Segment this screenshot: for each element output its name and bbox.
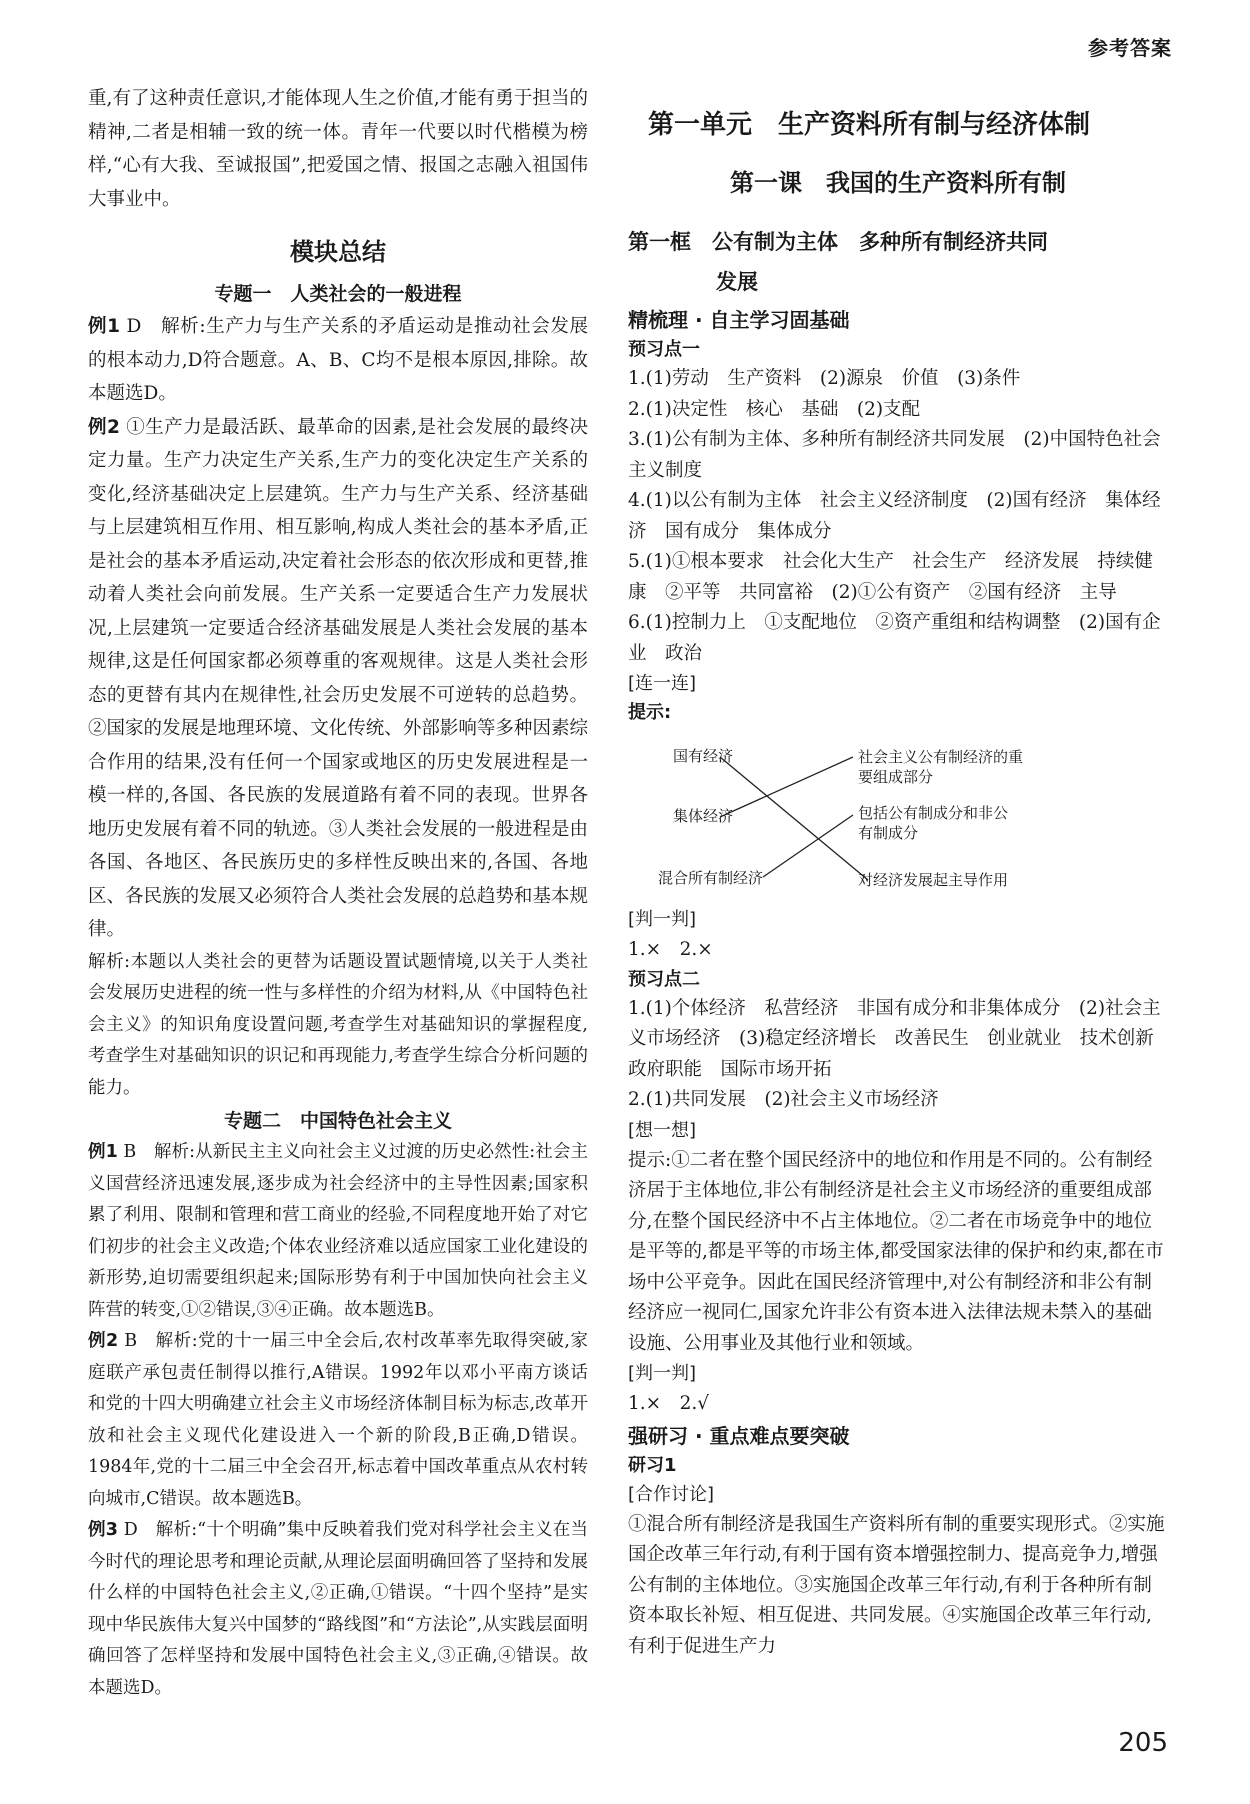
section-study-head: 强研习 · 重点难点要突破 [628, 1423, 850, 1448]
example-text: B 解析:党的十一届三中全会后,农村改革率先取得突破,家庭联产承包责任制得以推行,A错误。1992年以邓小平南方谈话和党的十四大明确建立社会主义市场经济体制目标为标志,改革开放和社会主义现代化建设进入一个新的阶段,B正确,D错误。1984年,党的十二届三中全会召开,标志着中国改革重点从农村转向城市,C错误。故本题选B。 [88, 1331, 588, 1509]
header-tag: 参考答案 [1088, 36, 1172, 60]
lesson-title: 第一课 我国的生产资料所有制 [730, 169, 1066, 197]
example-label: 例1 [88, 316, 120, 337]
p1-line: 4.(1)以公有制为主体 社会主义经济制度 (2)国有经济 集体经济 国有成分 集体成分 [628, 490, 1161, 542]
matching-diagram [628, 735, 1168, 897]
judge-answer-2: 1.× 2.√ [628, 1393, 710, 1414]
p1-line: 3.(1)公有制为主体、多种所有制经济共同发展 (2)中国特色社会主义制度 [628, 429, 1161, 481]
judge-answer-1: 1.× 2.× [628, 939, 713, 960]
match-line [720, 757, 853, 817]
match-line [763, 815, 853, 877]
p2-line: 2.(1)共同发展 (2)社会主义市场经济 [628, 1089, 939, 1110]
t1-example2 [88, 411, 588, 947]
example-text: D 解析:生产力与生产关系的矛盾运动是推动社会发展的根本动力,D符合题意。A、B、C均不是根本原因,排除。故本题选D。 [88, 316, 588, 404]
think-heading: [想一想] [628, 1119, 697, 1141]
p1-line: 1.(1)劳动 生产资料 (2)源泉 价值 (3)条件 [628, 368, 1021, 389]
diagram-right-item: 对经济发展起主导作用 [858, 871, 1009, 889]
topic1-title: 专题一 人类社会的一般进程 [214, 283, 462, 305]
diagram-right-item: 社会主义公有制经济的重要组成部分 [858, 748, 1024, 786]
example-text: B 解析:从新民主主义向社会主义过渡的历史必然性:社会主义国营经济迅速发展,逐步成为社会经济中的主导性因素;国家积累了利用、限制和管理和营工商业的经验,不同程度地开始了对它们初步的社会主义改造;个体农业经济难以适应国家工业化建设的新形势,迫切需要组织起来;国际形势有利于中国加快向社会主义阵营的转变,①②错误,③④正确。故本题选B。 [88, 1142, 588, 1320]
left-column [88, 82, 588, 1704]
intro-paragraph: 重,有了这种责任意识,才能体现人生之价值,才能有勇于担当的精神,二者是相辅一致的统一体。青年一代要以时代楷模为榜样,“心有大我、至诚报国”,把爱国之情、报国之志融入祖国伟大事业中。 [88, 88, 588, 210]
connect-heading: [连一连] [628, 673, 697, 694]
study-label: 研习1 [628, 1454, 677, 1476]
diagram-left-item: 集体经济 [673, 807, 734, 825]
section-review-head: 精梳理 · 自主学习固基础 [628, 308, 850, 332]
example-text: D 解析:“十个明确”集中反映着我们党对科学社会主义在当今时代的理论思考和理论贡献,从理论层面明确回答了坚持和发展什么样的中国特色社会主义,②正确,①错误。“十四个坚持”是实现中华民族伟大复兴中国梦的“路线图”和“方法论”,从实践层面明确回答了怎样坚持和发展中国特色社会主义,③正确,④错误。故本题选D。 [88, 1520, 588, 1698]
discussion-heading: [合作讨论] [628, 1483, 715, 1505]
p1-line: 5.(1)①根本要求 社会化大生产 社会生产 经济发展 持续健康 ②平等 共同富裕 (2)①公有资产 ②国有经济 主导 [628, 551, 1153, 603]
p1-line: 6.(1)控制力上 ①支配地位 ②资产重组和结构调整 (2)国有企业 政治 [628, 612, 1161, 664]
discussion-text: ①混合所有制经济是我国生产资料所有制的重要实现形式。②实施国企改革三年行动,有利于国有资本增强控制力、提高竞争力,增强公有制的主体地位。③实施国企改革三年行动,有利于各种所有制资本取长补短、相互促进、共同发展。④实施国企改革三年行动,有利于促进生产力 [628, 1513, 1165, 1657]
t2-example2 [88, 1326, 588, 1515]
p1-line: 2.(1)决定性 核心 基础 (2)支配 [628, 398, 921, 420]
t1-example2-analysis: 解析:本题以人类社会的更替为话题设置试题情境,以关于人类社会发展历史进程的统一性与多样性的介绍为材料,从《中国特色社会主义》的知识角度设置问题,考查学生对基础知识的掌握程度,考查学生对基础知识的识记和再现能力,考查学生综合分析问题的能力。 [88, 951, 588, 1098]
right-column [628, 82, 1173, 1662]
example-label: 例1 [88, 1142, 118, 1162]
t2-example3 [88, 1515, 588, 1704]
example-label: 例2 [88, 416, 120, 438]
diagram-right-item: 包括公有制成分和非公有制成分 [858, 804, 1009, 842]
hint-label: 提示: [628, 702, 672, 723]
preview-point-1: 预习点一 [628, 339, 700, 360]
diagram-left-item: 国有经济 [673, 747, 734, 765]
judge-heading-2: [判一判] [628, 1363, 697, 1384]
t1-example1 [88, 310, 588, 411]
module-title: 模块总结 [290, 238, 386, 266]
t2-example1 [88, 1137, 588, 1326]
think-answer: 提示:①二者在整个国民经济中的地位和作用是不同的。公有制经济居于主体地位,非公有制经济是社会主义市场经济的重要组成部分,在整个国民经济中不占主体地位。②二者在市场竞争中的地位是平等的,都是平等的市场主体,都受国家法律的保护和约束,都在市场中公平竞争。因此在国民经济管理中,对公有制经济和非公有制经济应一视同仁,国家允许非公有资本进入法律法规未禁入的基础设施、公用事业及其他行业和领域。 [628, 1149, 1164, 1354]
preview-point-2: 预习点二 [628, 968, 700, 990]
page-number: 205 [1118, 1728, 1168, 1758]
topic2-title: 专题二 中国特色社会主义 [223, 1110, 452, 1132]
unit-title: 第一单元 生产资料所有制与经济体制 [648, 110, 1091, 140]
diagram-left-item: 混合所有制经济 [658, 869, 764, 887]
example-label: 例3 [88, 1520, 118, 1540]
p2-line: 1.(1)个体经济 私营经济 非国有成分和非集体成分 (2)社会主义市场经济 (3)稳定经济增长 改善民生 创业就业 技术创新 政府职能 国际市场开拓 [628, 997, 1173, 1080]
frame-title: 第一框 公有制为主体 多种所有制经济共同 [628, 230, 1048, 254]
match-line [720, 757, 868, 880]
frame-title-cont: 发展 [716, 270, 758, 294]
example-label: 例2 [88, 1331, 119, 1351]
example-text: ①生产力是最活跃、最革命的因素,是社会发展的最终决定力量。生产力决定生产关系,生产力的变化决定生产关系的变化,经济基础决定上层建筑。生产力与生产关系、经济基础与上层建筑相互作用、相互影响,构成人类社会的基本矛盾,正是社会的基本矛盾运动,决定着社会形态的依次形成和更替,推动着人类社会向前发展。生产关系一定要适合生产力发展状况,上层建筑一定要适合经济基础发展是人类社会发展的基本规律,这是任何国家都必须尊重的客观规律。这是人类社会形态的更替有其内在规律性,社会历史发展不可逆转的总趋势。②国家的发展是地理环境、文化传统、外部影响等多种因素综合作用的结果,没有任何一个国家或地区的历史发展进程是一模一样的,各国、各民族的发展道路有着不同的表现。世界各地历史发展有着不同的轨迹。③人类社会发展的一般进程是由各国、各地区、各民族历史的多样性反映出来的,各国、各地区、各民族的发展又必须符合人类社会发展的总趋势和基本规律。 [88, 416, 588, 940]
judge-heading-1: [判一判] [628, 909, 697, 930]
